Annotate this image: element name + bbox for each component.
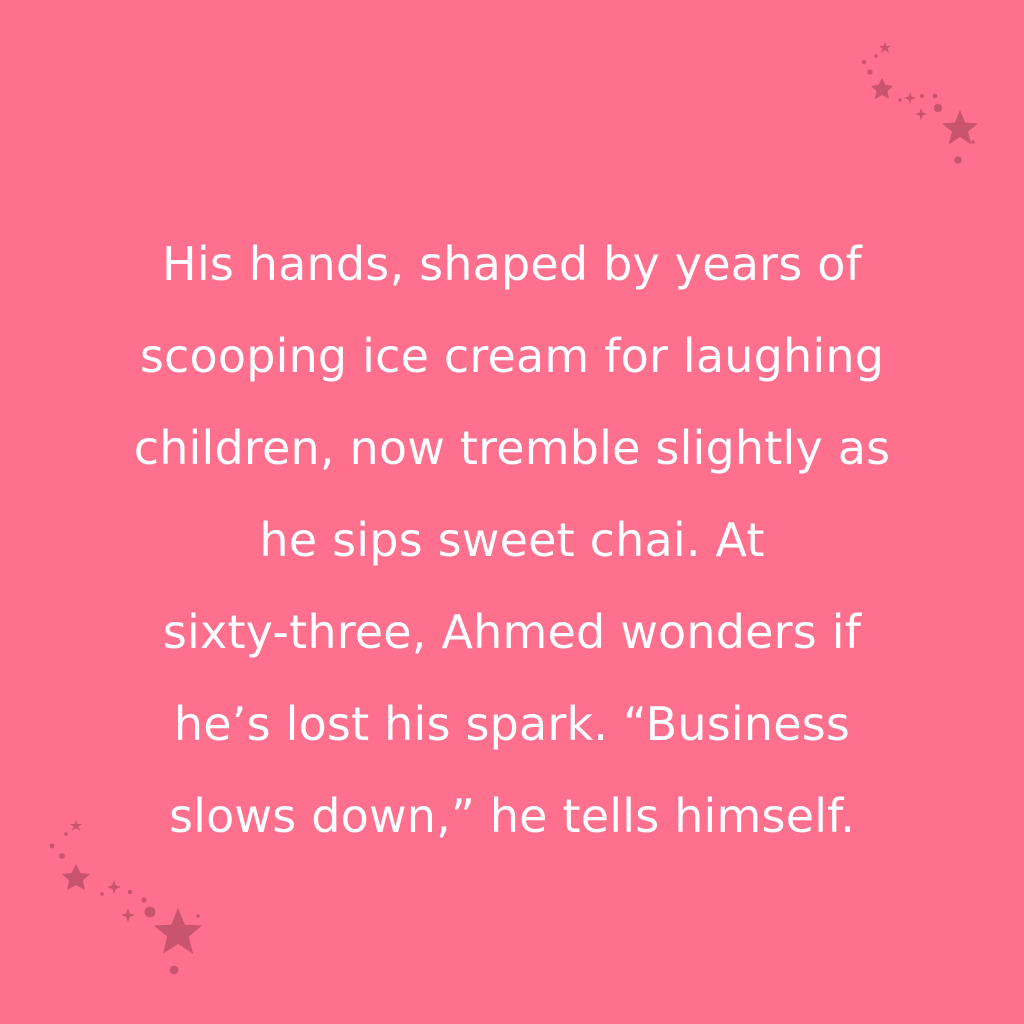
story-line: sixty-three, Ahmed wonders if [162, 605, 862, 659]
sparkle-stars-icon [40, 812, 210, 982]
story-line: scooping ice cream for laughing [139, 329, 885, 383]
story-line: he sips sweet chai. At [259, 513, 765, 567]
story-text [40, 218, 984, 862]
sparkle-stars-icon [840, 36, 990, 176]
story-line: children, now tremble slightly as [133, 421, 891, 475]
story-line: he’s lost his spark. “Business [173, 697, 851, 751]
story-line: His hands, shaped by years of [162, 237, 862, 291]
story-line: slows down,” he tells himself. [168, 789, 856, 843]
